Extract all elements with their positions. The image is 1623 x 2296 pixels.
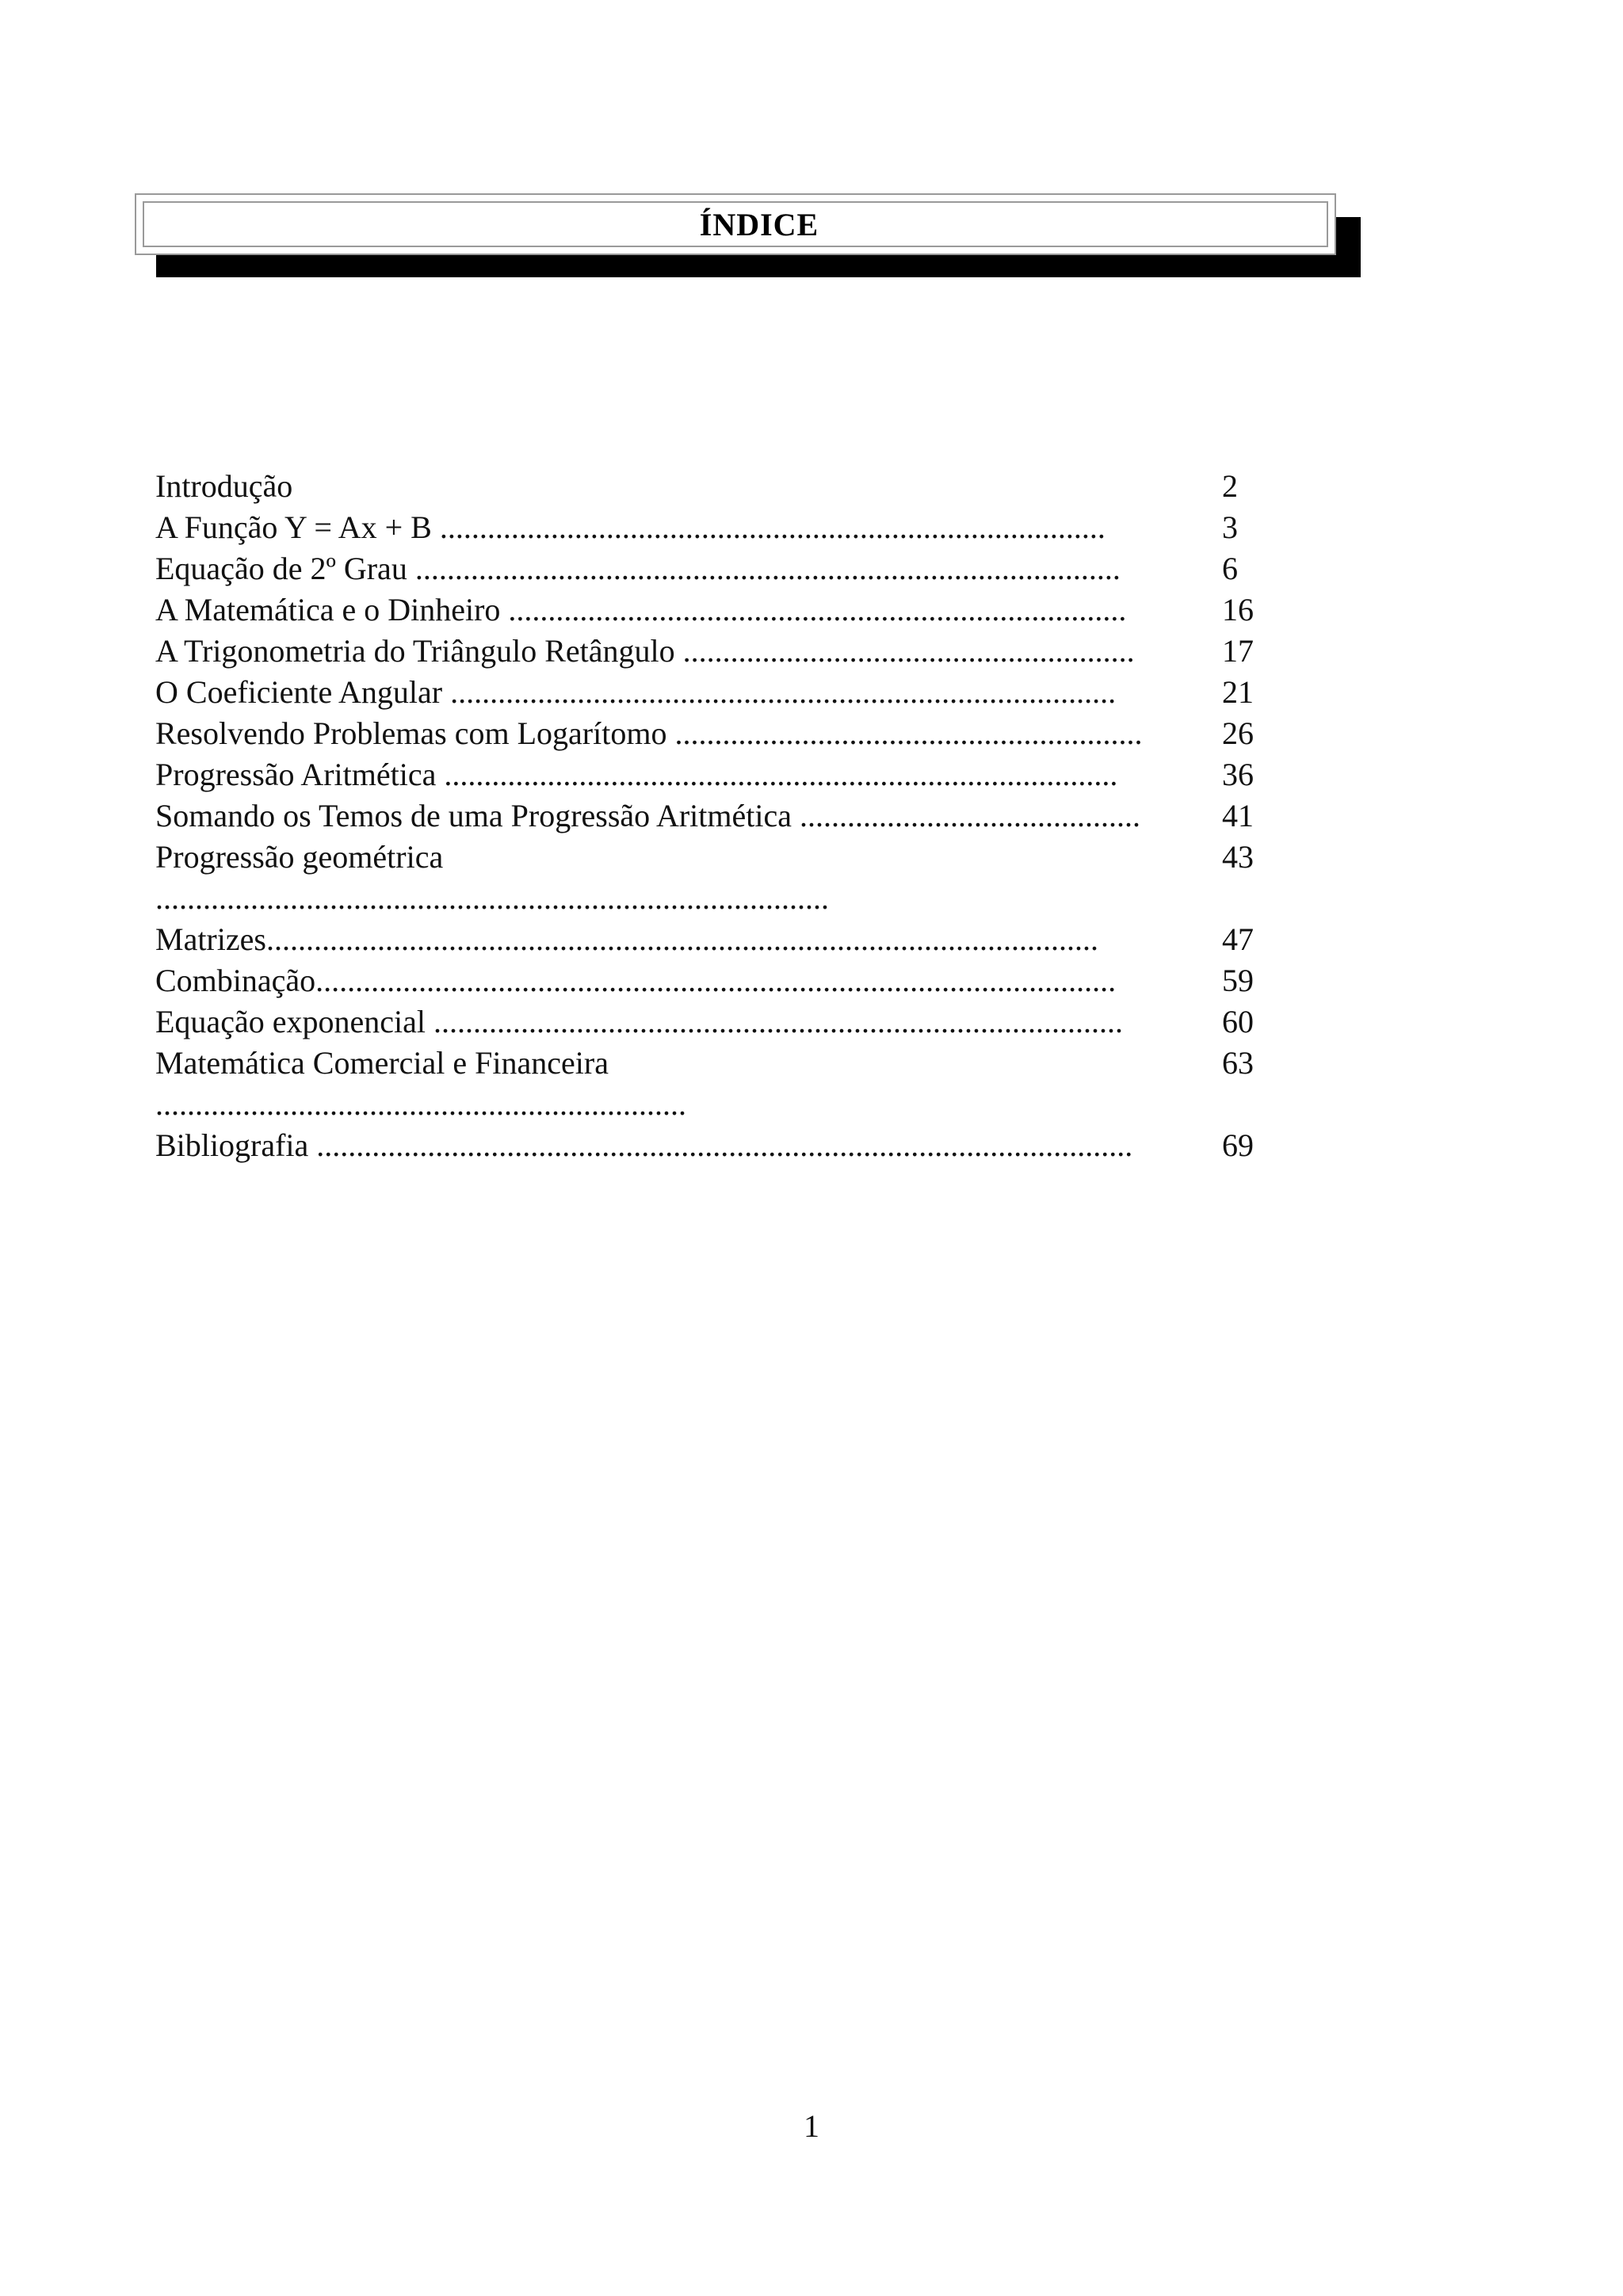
toc-row xyxy=(155,713,1265,754)
toc-entry-page: 47 xyxy=(1222,921,1254,957)
toc-row xyxy=(155,878,1265,919)
toc-row xyxy=(155,754,1265,795)
toc-entry-page: 26 xyxy=(1222,715,1254,751)
toc-entry-text: O Coeficiente Angular .................................................................................... xyxy=(155,674,1117,710)
toc-entry-page: 17 xyxy=(1222,633,1254,669)
toc-entry-text: A Matemática e o Dinheiro .............................................................................. xyxy=(155,592,1127,627)
toc-entry-page: 2 xyxy=(1222,468,1238,504)
toc-entry-page: 16 xyxy=(1222,592,1254,627)
toc-entry-text: Equação exponencial ....................................................................................... xyxy=(155,1004,1123,1039)
toc-entry-leader: ..................................................................................... xyxy=(155,880,829,916)
toc-entry-text: Resolvendo Problemas com Logarítomo ........................................................... xyxy=(155,715,1143,751)
toc-entry-text: Bibliografia ....................................................................................................... xyxy=(155,1127,1133,1163)
toc-entry-page: 21 xyxy=(1222,674,1254,710)
toc-row xyxy=(155,1125,1265,1166)
toc-entry-text: Somando os Temos de uma Progressão Aritmética ........................................... xyxy=(155,798,1141,833)
toc-entry-page: 3 xyxy=(1222,509,1238,545)
toc-row xyxy=(155,548,1265,589)
toc-entry-text: A Função Y = Ax + B .................................................................................... xyxy=(155,509,1106,545)
toc-entry-text: Matemática Comercial e Financeira xyxy=(155,1045,609,1081)
table-of-contents xyxy=(155,466,1265,1166)
toc-entry-page: 6 xyxy=(1222,551,1238,586)
toc-row xyxy=(155,1043,1265,1084)
toc-entry-text: Matrizes......................................................................................................... xyxy=(155,921,1098,957)
toc-entry-page: 36 xyxy=(1222,757,1254,792)
toc-entry-page: 60 xyxy=(1222,1004,1254,1039)
toc-row xyxy=(155,672,1265,713)
toc-row xyxy=(155,507,1265,548)
title-box-inner-border xyxy=(143,201,1328,247)
toc-entry-page: 69 xyxy=(1222,1127,1254,1163)
title-box xyxy=(135,193,1336,255)
toc-row xyxy=(155,960,1265,1001)
toc-entry-text: Equação de 2º Grau ......................................................................................... xyxy=(155,551,1121,586)
toc-entry-page: 43 xyxy=(1222,839,1254,875)
page-title: ÍNDICE xyxy=(699,206,819,242)
toc-row xyxy=(155,466,1265,507)
toc-entry-page: 63 xyxy=(1222,1045,1254,1081)
page-number: 1 xyxy=(804,2108,819,2144)
toc-entry-page: 59 xyxy=(1222,963,1254,998)
toc-entry-text: Introdução xyxy=(155,468,293,504)
toc-entry-text: Progressão Aritmética ..................................................................................... xyxy=(155,757,1118,792)
toc-entry-text: A Trigonometria do Triângulo Retângulo ......................................................... xyxy=(155,633,1135,669)
toc-entry-text: Progressão geométrica xyxy=(155,839,444,875)
toc-row xyxy=(155,837,1265,878)
toc-entry-page: 41 xyxy=(1222,798,1254,833)
toc-entry-text: Combinação..................................................................................................... xyxy=(155,963,1117,998)
toc-row xyxy=(155,589,1265,631)
toc-row xyxy=(155,919,1265,960)
toc-row xyxy=(155,795,1265,837)
toc-row xyxy=(155,1084,1265,1125)
toc-entry-leader: ................................................................... xyxy=(155,1086,686,1122)
toc-row xyxy=(155,1001,1265,1043)
toc-row xyxy=(155,631,1265,672)
